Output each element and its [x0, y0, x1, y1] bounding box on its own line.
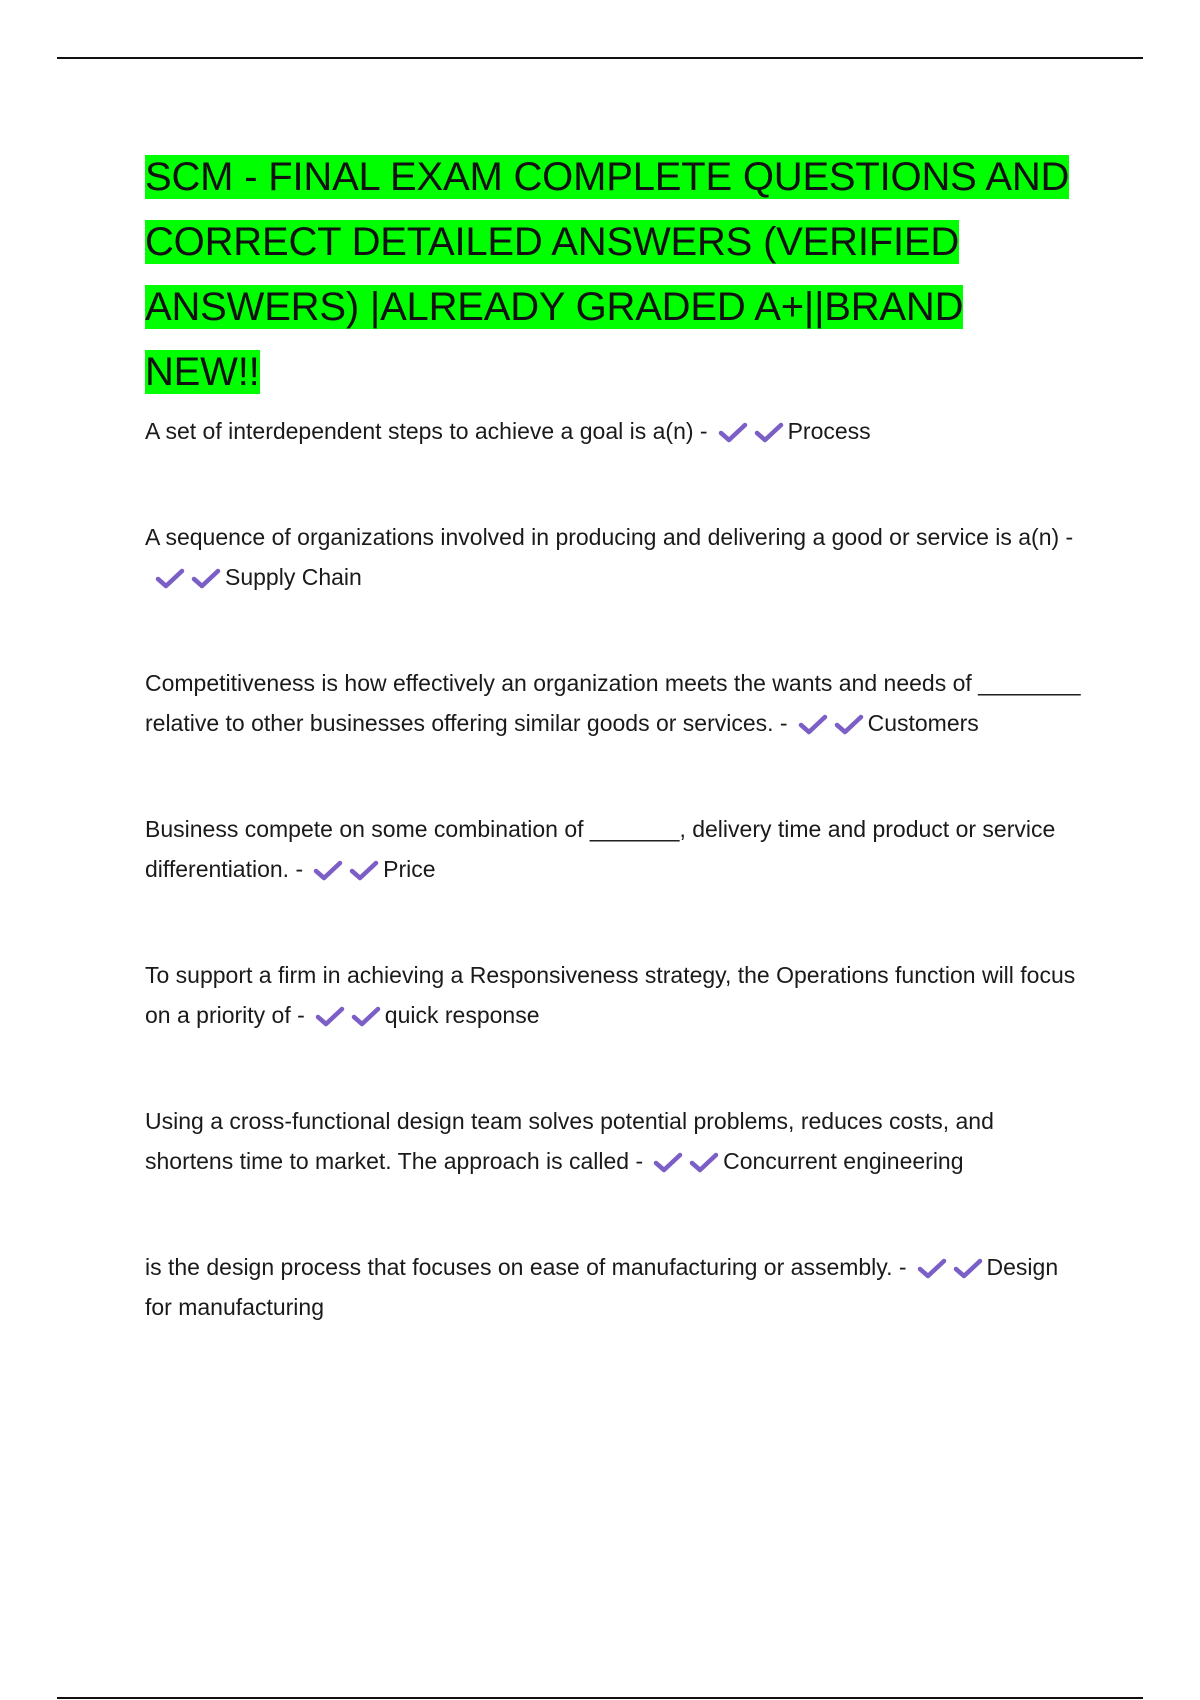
checkmark-icon: [718, 421, 748, 443]
question-text: A set of interdependent steps to achieve a goal is a(n) -: [145, 418, 708, 444]
checkmark-icon: [315, 1005, 345, 1027]
answer-text: Customers: [867, 710, 979, 736]
question-text: Business compete on some combination of _______, delivery time and product or service differentiation. -: [145, 816, 1056, 882]
question-text: To support a firm in achieving a Responsiveness strategy, the Operations function will focus on a priority of -: [145, 962, 1076, 1028]
checkmark-icon: [155, 567, 185, 589]
qa-item-7: [145, 1247, 1085, 1327]
answer-text: Supply Chain: [225, 564, 362, 590]
checkmark-icon: [754, 421, 784, 443]
qa-item-4: [145, 809, 1085, 889]
answer-text: Price: [383, 856, 436, 882]
qa-item-6: [145, 1101, 1085, 1181]
top-rule: [57, 57, 1143, 59]
document-title: SCM - FINAL EXAM COMPLETE QUESTIONS AND CORRECT DETAILED ANSWERS (VERIFIED ANSWERS) |ALREADY GRADED A+||BRAND NEW!!: [145, 155, 1070, 394]
answer-text: Design for manufacturing: [145, 1254, 1059, 1320]
question-text: Using a cross-functional design team solves potential problems, reduces costs, and shortens time to market. The approach is called -: [145, 1108, 994, 1174]
qa-item-3: [145, 663, 1085, 743]
checkmark-icon: [191, 567, 221, 589]
qa-item-5: [145, 955, 1085, 1035]
question-text: A sequence of organizations involved in producing and delivering a good or service is a(n) -: [145, 524, 1074, 550]
qa-item-2: [145, 517, 1085, 597]
question-text: Competitiveness is how effectively an organization meets the wants and needs of ________ relative to other businesses offering similar goods or services. -: [145, 670, 1081, 736]
checkmark-icon: [917, 1257, 947, 1279]
checkmark-icon: [349, 859, 379, 881]
qa-item-1: [145, 411, 1085, 451]
answer-text: Concurrent engineering: [723, 1148, 964, 1174]
checkmark-icon: [313, 859, 343, 881]
checkmark-icon: [834, 713, 864, 735]
checkmark-icon: [798, 713, 828, 735]
checkmark-icon: [351, 1005, 381, 1027]
document-body: [145, 145, 1085, 1327]
checkmark-icon: [653, 1151, 683, 1173]
checkmark-icon: [953, 1257, 983, 1279]
checkmark-icon: [689, 1151, 719, 1173]
answer-text: quick response: [384, 1002, 540, 1028]
answer-text: Process: [787, 418, 871, 444]
question-text: is the design process that focuses on ease of manufacturing or assembly. -: [145, 1254, 907, 1280]
bottom-rule: [57, 1697, 1143, 1699]
